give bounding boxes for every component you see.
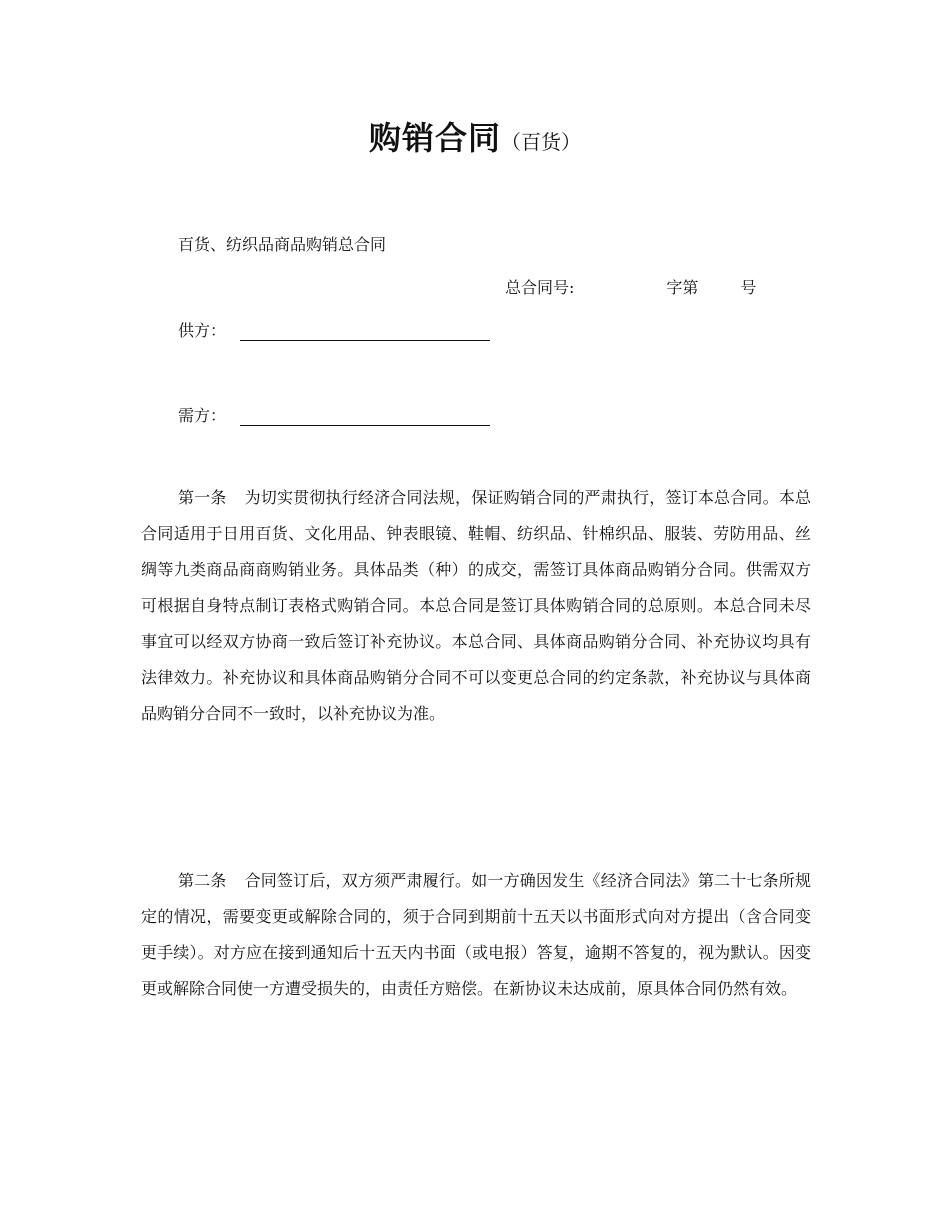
article-2-text: 合同签订后，双方须严肃履行。如一方确因发生《经济合同法》第二十七条所规定的情况，需要变更或解除合同的，须于合同到期前十五天以书面形式向对方提出（含合同变更手续）。对方应在接到通知后十五天内书面（或电报）答复，逾期不答复的，视为默认。因变更或解除合同使一方遭受损失的，由责任方赔偿。在新协议未达成前，原具体合同仍然有效。 (141, 871, 811, 998)
supplier-line (178, 321, 490, 341)
title-main: 购销合同 (368, 119, 501, 157)
article-1 (141, 480, 811, 732)
buyer-label: 需方： (178, 406, 227, 425)
article-2-label: 第二条 (178, 871, 227, 890)
article-2 (141, 863, 811, 1007)
supplier-blank (240, 322, 490, 341)
contract-number-line (505, 278, 756, 298)
contract-subtitle: 百货、纺织品商品购销总合同 (178, 235, 387, 254)
document-title (0, 113, 950, 159)
article-1-label: 第一条 (178, 488, 227, 507)
buyer-line (178, 406, 490, 426)
buyer-blank (240, 407, 490, 426)
contract-number-zi-di: 字第 (666, 278, 699, 297)
title-sub: （百货） (501, 130, 581, 154)
contract-number-hao: 号 (740, 278, 757, 297)
supplier-label: 供方： (178, 321, 227, 340)
contract-number-label: 总合同号: (505, 278, 575, 297)
article-1-text: 为切实贯彻执行经济合同法规，保证购销合同的严肃执行，签订本总合同。本总合同适用于日用百货、文化用品、钟表眼镜、鞋帽、纺织品、针棉织品、服装、劳防用品、丝绸等九类商品商商购销业务。具体品类（种）的成交，需签订具体商品购销分合同。供需双方可根据自身特点制订表格式购销合同。本总合同是签订具体购销合同的总原则。本总合同未尽事宜可以经双方协商一致后签订补充协议。本总合同、具体商品购销分合同、补充协议均具有法律效力。补充协议和具体商品购销分合同不可以变更总合同的约定条款，补充协议与具体商品购销分合同不一致时，以补充协议为准。 (141, 488, 811, 723)
